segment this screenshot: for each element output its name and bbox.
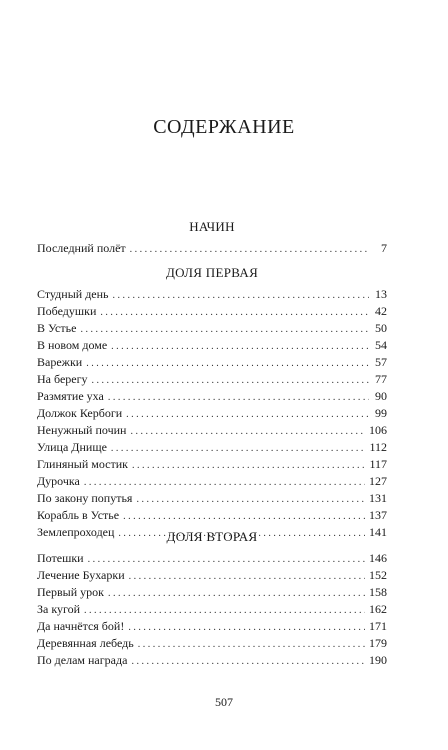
toc-entry — [37, 507, 387, 524]
entry-page: 57 — [375, 355, 387, 369]
entry-page: 171 — [369, 619, 387, 633]
entry-title: Последний полёт — [37, 241, 126, 255]
entry-title: Дурочка — [37, 474, 80, 488]
toc-entry — [37, 337, 387, 354]
page-number: 507 — [215, 695, 233, 709]
entry-title: Должок Кербоги — [37, 406, 123, 420]
dot-leader — [108, 390, 369, 406]
dot-leader — [113, 288, 369, 304]
dot-leader — [130, 424, 365, 440]
entry-title: За кугой — [37, 602, 81, 616]
dot-leader — [92, 373, 369, 389]
entry-page: 99 — [375, 406, 387, 420]
entry-page: 42 — [375, 304, 387, 318]
dot-leader — [126, 407, 369, 423]
entry-page: 127 — [369, 474, 387, 488]
toc-entry — [37, 584, 387, 601]
entry-page: 90 — [375, 389, 387, 403]
dot-leader — [84, 475, 365, 491]
entry-title: По закону попутья — [37, 491, 133, 505]
dot-leader — [123, 509, 365, 525]
dot-leader — [130, 242, 369, 258]
entry-page: 50 — [375, 321, 387, 335]
dot-leader — [80, 322, 369, 338]
entry-title: По делам награда — [37, 653, 128, 667]
entry-title: Размятие уха — [37, 389, 104, 403]
toc-entry — [37, 320, 387, 337]
dot-leader — [136, 492, 365, 508]
dot-leader — [129, 569, 365, 585]
section-heading: ДОЛЯ ВТОРАЯ — [166, 529, 258, 544]
dot-leader — [138, 637, 365, 653]
toc-entry — [37, 473, 387, 490]
entry-title: Деревянная лебедь — [37, 636, 134, 650]
entry-title: Корабль в Устье — [37, 508, 120, 522]
entry-title: Лечение Бухарки — [37, 568, 125, 582]
entry-page: 152 — [369, 568, 387, 582]
entry-title: Да начнётся бой! — [37, 619, 125, 633]
toc-entry — [37, 371, 387, 388]
entry-title: Ненужный почин — [37, 423, 127, 437]
entry-page: 106 — [369, 423, 387, 437]
entry-page: 77 — [375, 372, 387, 386]
entry-title: Потешки — [37, 551, 84, 565]
entry-page: 190 — [369, 653, 387, 667]
entry-page: 141 — [369, 525, 387, 539]
section-heading: НАЧИН — [189, 219, 235, 234]
toc-entry — [37, 286, 387, 303]
toc-entry — [37, 652, 387, 669]
entry-title: Землепроходец — [37, 525, 115, 539]
entry-page: 179 — [369, 636, 387, 650]
entry-page: 117 — [369, 457, 387, 471]
toc-entry — [37, 550, 387, 567]
dot-leader — [100, 305, 369, 321]
entry-title: Студный день — [37, 287, 109, 301]
entry-title: Глиняный мостик — [37, 457, 129, 471]
entry-page: 137 — [369, 508, 387, 522]
entry-page: 112 — [369, 440, 387, 454]
entry-page: 13 — [375, 287, 387, 301]
dot-leader — [88, 552, 365, 568]
dot-leader — [128, 620, 365, 636]
dot-leader — [86, 356, 369, 372]
entry-title: Победушки — [37, 304, 97, 318]
entry-title: В новом доме — [37, 338, 108, 352]
toc-entry — [37, 456, 387, 473]
entry-title: Улица Днище — [37, 440, 107, 454]
page-title: СОДЕРЖАНИЕ — [153, 116, 295, 138]
entry-page: 146 — [369, 551, 387, 565]
entry-title: В Устье — [37, 321, 77, 335]
toc-entry — [37, 601, 387, 618]
toc-entry — [37, 439, 387, 456]
toc-entry — [37, 388, 387, 405]
toc-entry — [37, 567, 387, 584]
dot-leader — [84, 603, 365, 619]
dot-leader — [131, 654, 365, 670]
toc-entry — [37, 490, 387, 507]
entry-page: 131 — [369, 491, 387, 505]
toc-entry — [37, 354, 387, 371]
toc-entry — [37, 405, 387, 422]
toc-entry — [37, 240, 387, 257]
entry-title: На берегу — [37, 372, 88, 386]
entry-page: 54 — [375, 338, 387, 352]
dot-leader — [132, 458, 365, 474]
toc-entry — [37, 303, 387, 320]
entry-title: Первый урок — [37, 585, 104, 599]
dot-leader — [108, 586, 365, 602]
toc-entry — [37, 635, 387, 652]
section-heading: ДОЛЯ ПЕРВАЯ — [165, 265, 259, 280]
entry-page: 162 — [369, 602, 387, 616]
toc-entry — [37, 422, 387, 439]
dot-leader — [111, 339, 369, 355]
entry-page: 158 — [369, 585, 387, 599]
entry-page: 7 — [381, 241, 387, 255]
dot-leader — [111, 441, 366, 457]
toc-entry — [37, 618, 387, 635]
entry-title: Варежки — [37, 355, 83, 369]
